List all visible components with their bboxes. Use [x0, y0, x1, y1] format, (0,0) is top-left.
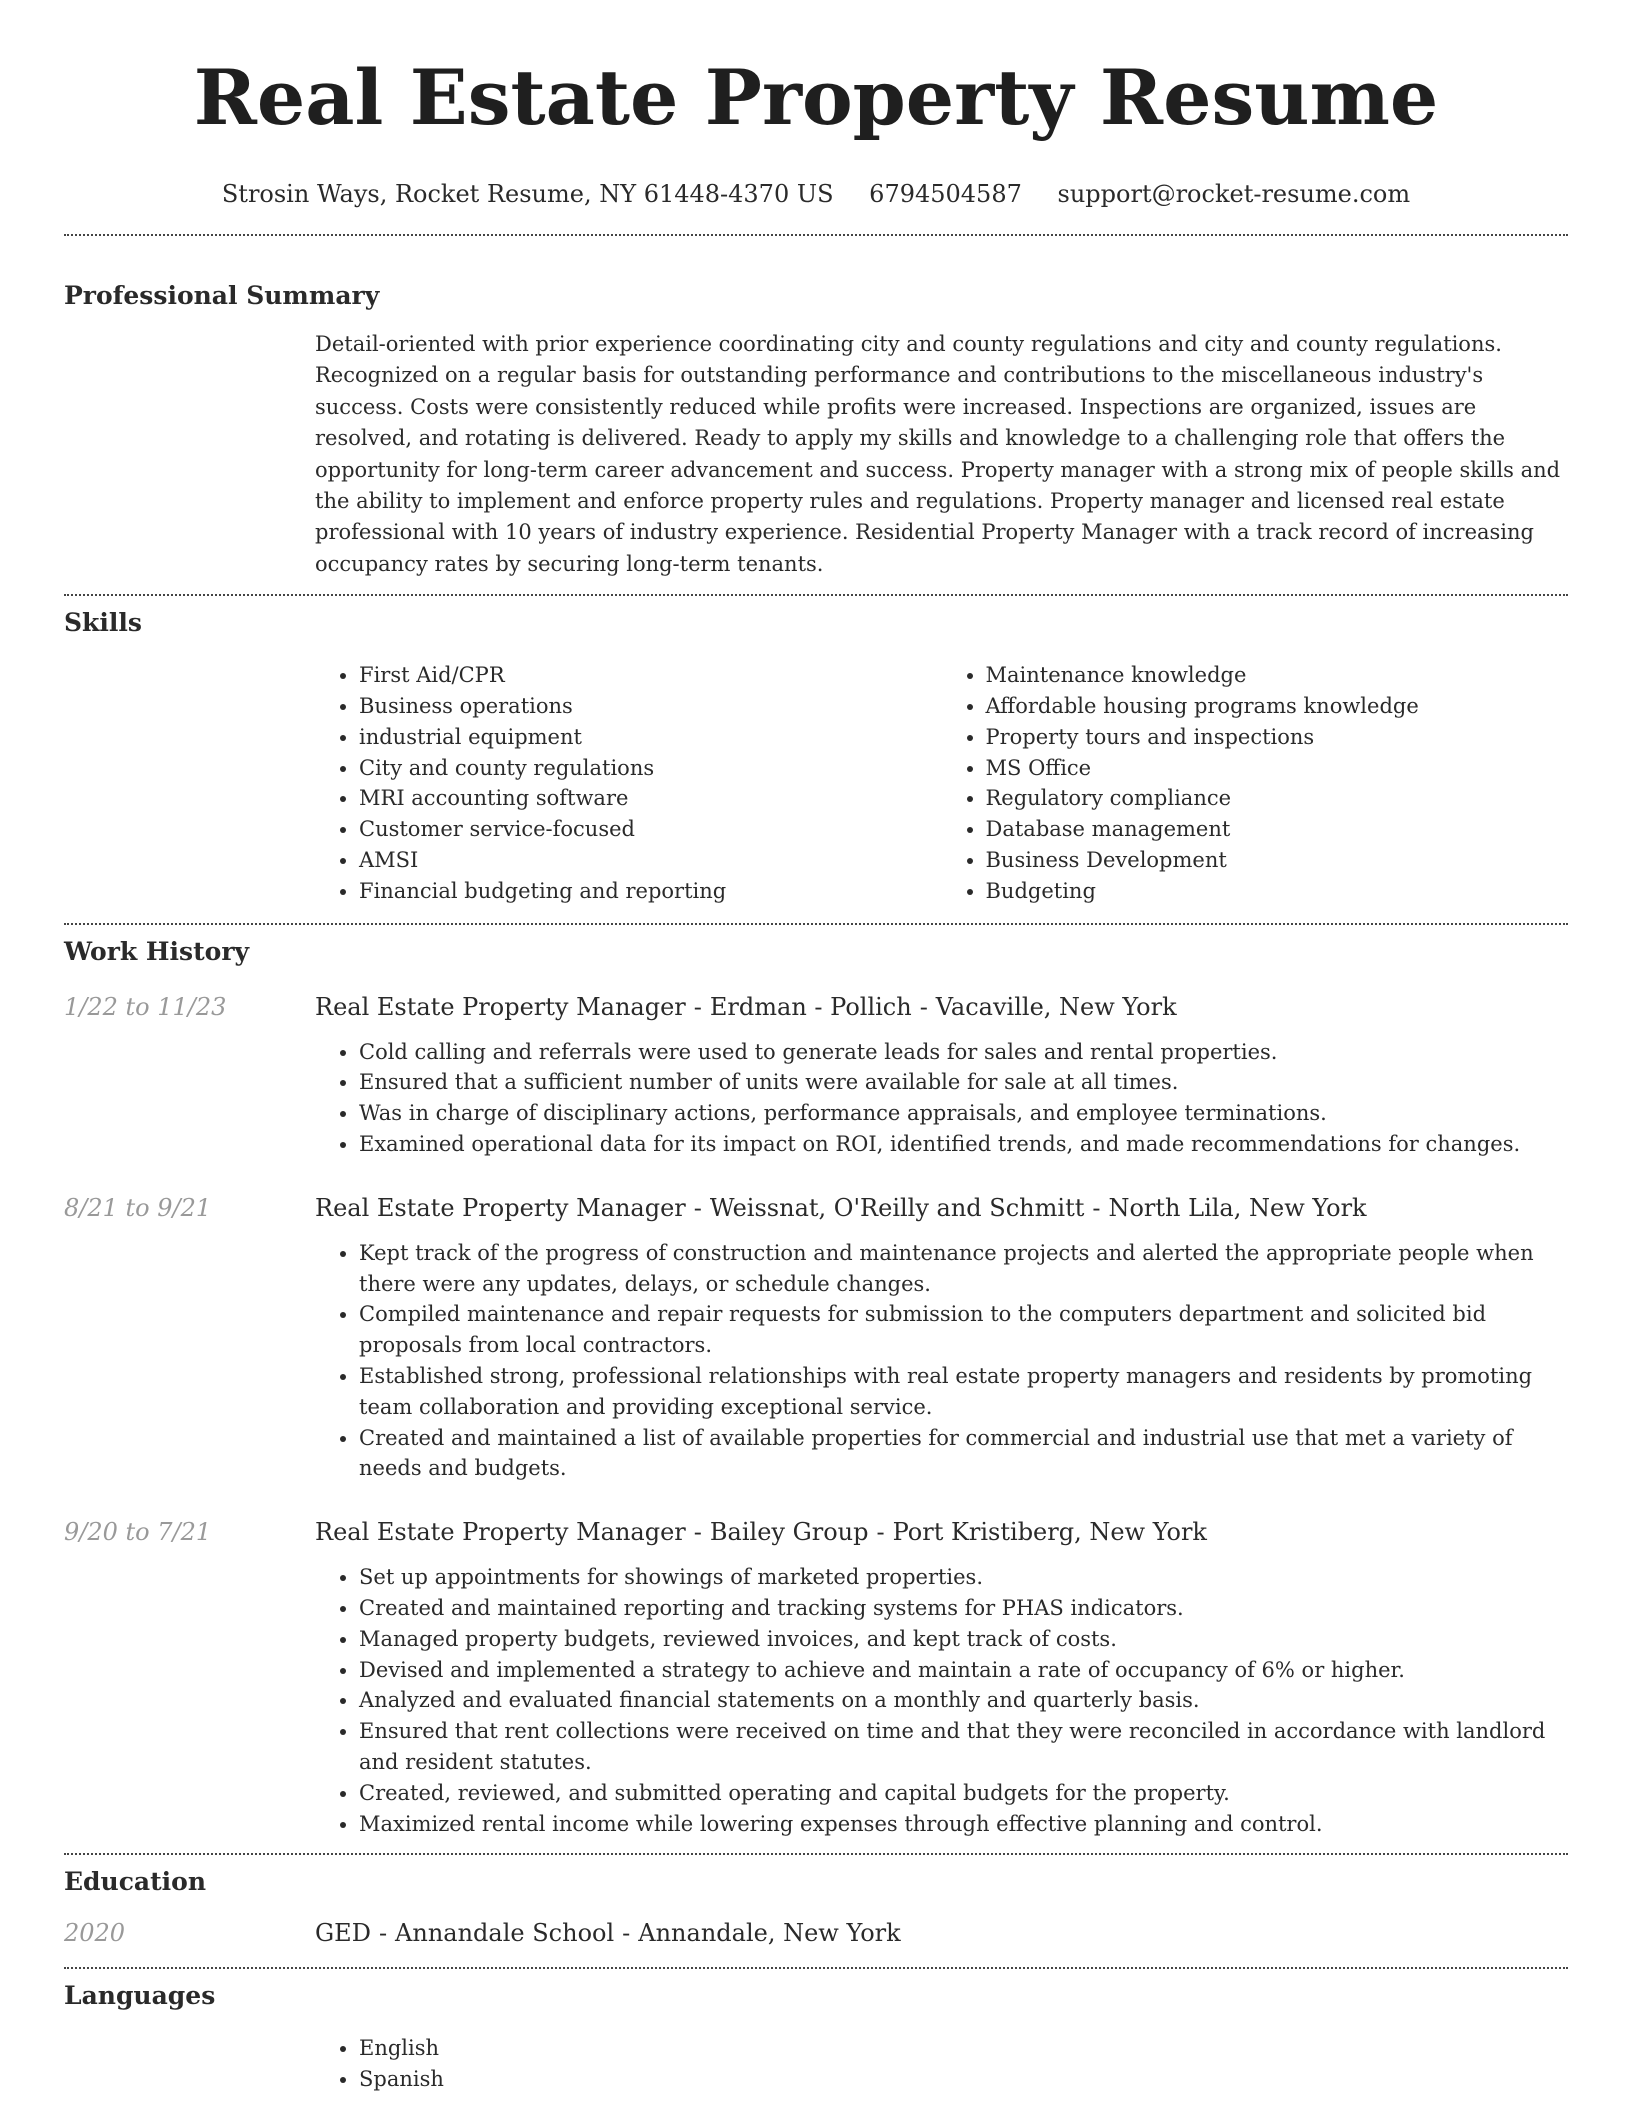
summary-block	[315, 329, 1568, 580]
skill-item: • City and county regulations	[359, 753, 942, 784]
job-bullet: • Kept track of the progress of construction and maintenance projects and alerted the appropriate people when there were any updates, delays, or schedule changes.	[359, 1238, 1568, 1300]
separator: -	[378, 1919, 388, 1948]
section-title-languages: Languages	[64, 1981, 216, 2011]
job-bullets	[315, 1562, 1568, 1839]
job-location: North Lila, New York	[1108, 1193, 1367, 1222]
job-dates: 8/21 to 9/21	[64, 1193, 212, 1222]
job-bullet: • Ensured that a sufficient number of units were available for sale at all times.	[359, 1067, 1568, 1098]
job-role: Real Estate Property Manager	[315, 992, 686, 1021]
education-line	[315, 1919, 901, 1947]
job-bullet: • Examined operational data for its impact on ROI, identified trends, and made recommendations for changes.	[359, 1129, 1568, 1160]
contact-line	[64, 178, 1568, 210]
separator: -	[876, 1518, 885, 1547]
education-degree: GED	[315, 1919, 371, 1948]
divider	[64, 1967, 1568, 1969]
separator: -	[693, 992, 702, 1021]
contact-address: Strosin Ways, Rocket Resume, NY 61448-4370 US	[221, 180, 834, 208]
section-title-skills: Skills	[64, 608, 142, 638]
resume-title: Real Estate Property Resume	[193, 53, 1439, 142]
job-bullet: • Established strong, professional relationships with real estate property managers and residents by promoting team collaboration and providing exceptional service.	[359, 1361, 1568, 1423]
skill-item: • Business Development	[986, 845, 1569, 876]
job-bullets	[315, 1037, 1568, 1160]
job-bullet: • Maximized rental income while lowering expenses through effective planning and control.	[359, 1809, 1568, 1840]
resume-page	[64, 0, 1568, 2095]
job-title-line	[315, 1194, 1367, 1222]
job-bullet: • Created and maintained reporting and tracking systems for PHAS indicators.	[359, 1593, 1568, 1624]
job-bullet: • Cold calling and referrals were used to generate leads for sales and rental properties.	[359, 1037, 1568, 1068]
section-title-education: Education	[64, 1867, 207, 1897]
education-date: 2020	[64, 1919, 126, 1948]
job-title-line	[315, 1518, 1207, 1546]
skill-item: • Database management	[986, 814, 1569, 845]
job-role: Real Estate Property Manager	[315, 1518, 686, 1547]
job-bullet: • Ensured that rent collections were received on time and that they were reconciled in accordance with landlord and resident statutes.	[359, 1716, 1568, 1778]
skill-item: • Regulatory compliance	[986, 783, 1569, 814]
skills-list-left	[315, 660, 942, 906]
job-bullet: • Compiled maintenance and repair requests for submission to the computers department and solicited bid proposals from local contractors.	[359, 1299, 1568, 1361]
job-bullet: • Set up appointments for showings of marketed properties.	[359, 1562, 1568, 1593]
separator: -	[1092, 1193, 1101, 1222]
job-dates: 1/22 to 11/23	[64, 992, 227, 1021]
job-company: Erdman - Pollich	[709, 992, 912, 1021]
language-item: • Spanish	[359, 2064, 1568, 2095]
education-location: Annandale, New York	[638, 1919, 901, 1948]
section-title-work: Work History	[64, 936, 250, 966]
skill-item: • First Aid/CPR	[359, 660, 942, 691]
skills-list-right	[942, 660, 1569, 906]
job-company: Bailey Group	[709, 1518, 869, 1547]
job-header	[64, 1518, 1568, 1546]
contact-phone: 6794504587	[869, 180, 1022, 208]
skills-grid	[315, 660, 1568, 906]
education-row	[64, 1919, 1568, 1947]
skill-item: • Business operations	[359, 691, 942, 722]
job-title-line	[315, 993, 1177, 1021]
separator: -	[919, 992, 928, 1021]
separator: -	[693, 1518, 702, 1547]
skill-item: • AMSI	[359, 845, 942, 876]
job-location: Port Kristiberg, New York	[892, 1518, 1207, 1547]
divider	[64, 923, 1568, 925]
skill-item: • Financial budgeting and reporting	[359, 876, 942, 907]
skill-item: • MRI accounting software	[359, 783, 942, 814]
divider	[64, 594, 1568, 596]
language-item: • English	[359, 2033, 1568, 2064]
separator: -	[622, 1919, 631, 1948]
job-bullet: • Analyzed and evaluated financial statements on a monthly and quarterly basis.	[359, 1685, 1568, 1716]
job-bullet: • Devised and implemented a strategy to achieve and maintain a rate of occupancy of 6% or higher.	[359, 1655, 1568, 1686]
divider	[64, 1853, 1568, 1855]
skill-item: • Affordable housing programs knowledge	[986, 691, 1569, 722]
languages-block	[315, 2033, 1568, 2095]
separator: -	[693, 1193, 702, 1222]
skill-item: • Property tours and inspections	[986, 722, 1569, 753]
skill-item: • Budgeting	[986, 876, 1569, 907]
job-header	[64, 1194, 1568, 1222]
skill-item: • Maintenance knowledge	[986, 660, 1569, 691]
job-bullet: • Created and maintained a list of available properties for commercial and industrial use that met a variety of needs and budgets.	[359, 1423, 1568, 1485]
job-bullet: • Created, reviewed, and submitted operating and capital budgets for the property.	[359, 1778, 1568, 1809]
job-dates: 9/20 to 7/21	[64, 1518, 212, 1547]
job-location: Vacaville, New York	[935, 992, 1177, 1021]
job-bullet: • Was in charge of disciplinary actions, performance appraisals, and employee terminations.	[359, 1098, 1568, 1129]
skill-item: • industrial equipment	[359, 722, 942, 753]
job-bullet: • Managed property budgets, reviewed invoices, and kept track of costs.	[359, 1624, 1568, 1655]
skill-item: • Customer service-focused	[359, 814, 942, 845]
contact-email: support@rocket-resume.com	[1057, 180, 1411, 208]
job-bullets	[315, 1238, 1568, 1484]
job-header	[64, 993, 1568, 1021]
skill-item: • MS Office	[986, 753, 1569, 784]
education-school: Annandale School	[395, 1919, 615, 1948]
divider	[64, 234, 1568, 236]
job-role: Real Estate Property Manager	[315, 1193, 686, 1222]
summary-text: Detail-oriented with prior experience coordinating city and county regulations and city and county regulations. Recognized on a regular basis for outstanding performance and contributions to the miscellaneous industry's success. Costs were consistently reduced while profits were increased. Inspections are organized, issues are resolved, and rotating is delivered. Ready to apply my skills and knowledge to a challenging role that offers the opportunity for long-term career advancement and success. Property manager with a strong mix of people skills and the ability to implement and enforce property rules and regulations. Property manager and licensed real estate professional with 10 years of industry experience. Residential Property Manager with a track record of increasing occupancy rates by securing long-term tenants.	[315, 332, 1561, 576]
section-title-summary: Professional Summary	[64, 281, 380, 310]
job-company: Weissnat, O'Reilly and Schmitt	[709, 1193, 1085, 1222]
